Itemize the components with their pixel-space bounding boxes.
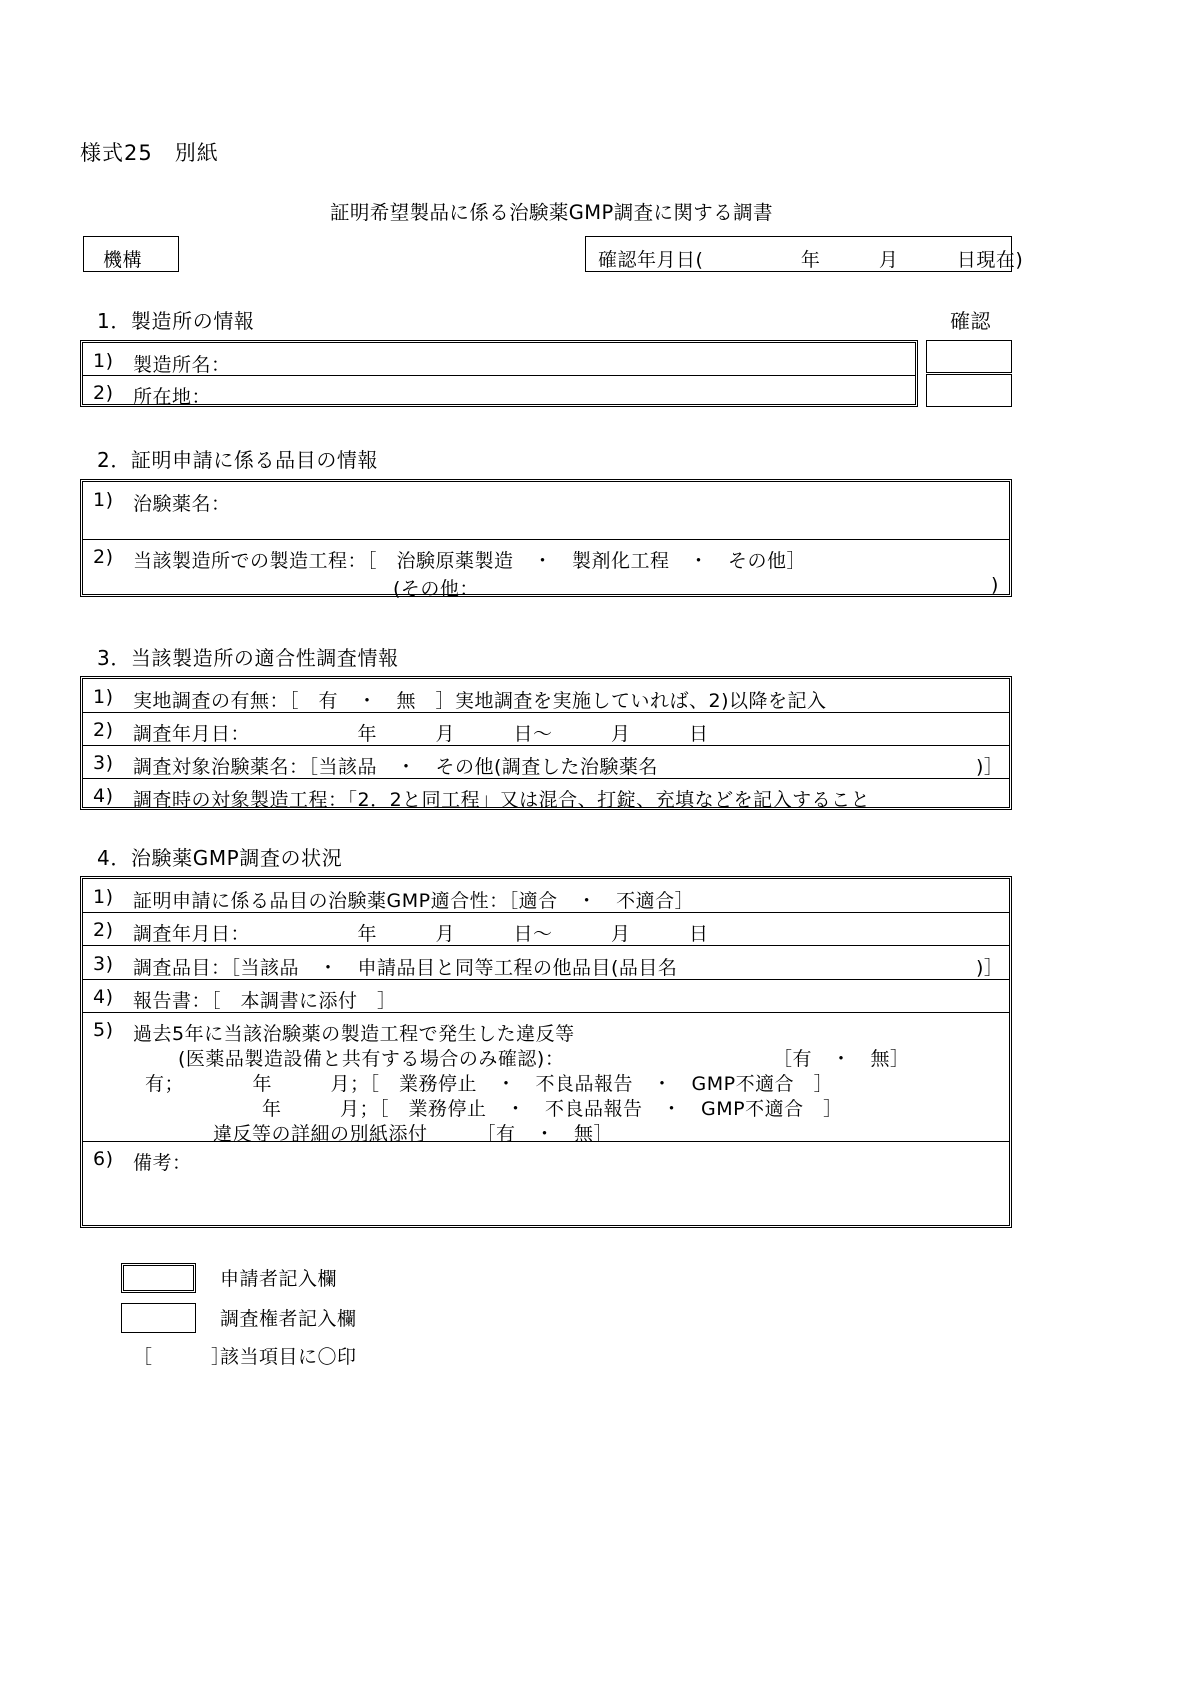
section-3-row-0-no: 1) [93, 686, 114, 708]
section-3-row-1-no: 2) [93, 719, 114, 741]
section-1-row-0-no: 1) [93, 350, 114, 372]
section-3-row-2-label[interactable]: 調査対象治験薬名：［当該品 ・ その他(調査した治験薬名 [133, 756, 658, 778]
section-2-row-1-no: 2) [93, 546, 114, 568]
section-4-row-2-no: 3) [93, 953, 114, 975]
section-3-row-3-no: 4) [93, 785, 114, 807]
section-2-heading: 2．証明申請に係る品目の情報 [97, 448, 379, 472]
section-4-row-0-no: 1) [93, 886, 114, 908]
section-4-row-2-label[interactable]: 調査品目：［当該品 ・ 申請品目と同等工程の他品目(品目名 [133, 957, 678, 979]
org-box-label: 機構 [103, 249, 143, 271]
section-4-row-5-label[interactable]: 備考： [133, 1152, 192, 1174]
section-1-row-1-no: 2) [93, 382, 114, 404]
section-2-row-1-label[interactable]: 当該製造所での製造工程：［ 治験原薬製造 ・ 製剤化工程 ・ その他］ [133, 550, 807, 572]
section-2-row-0-no: 1) [93, 489, 114, 511]
form-number: 様式25 別紙 [80, 141, 219, 165]
section-4-row-4-line-3[interactable]: 違反等の詳細の別紙添付 ［有 ・ 無］ [213, 1123, 614, 1145]
section-3-row-0-label[interactable]: 実地調査の有無：［ 有 ・ 無 ］実地調査を実施していれば、2)以降を記入 [133, 690, 827, 712]
document-title: 証明希望製品に係る治験薬GMP調査に関する調書 [330, 201, 773, 224]
section-1-row-1-label[interactable]: 所在地： [133, 386, 212, 408]
section-4-row-1-no: 2) [93, 919, 114, 941]
section-4-row-1-label[interactable]: 調査年月日： 年 月 日〜 月 日 [133, 923, 709, 945]
section-2-row-1-sub-label[interactable]: (その他： [393, 578, 479, 600]
section-4-row-0-label[interactable]: 証明申請に係る品目の治験薬GMP適合性：［適合 ・ 不適合］ [133, 890, 695, 912]
section-4-table [80, 876, 1012, 1228]
legend-bracket-swatch: ［ ］ [133, 1346, 231, 1368]
confirm-column-header: 確認 [950, 309, 991, 333]
legend-bracket-label: 該当項目に〇印 [220, 1346, 357, 1368]
section-1-table [80, 340, 918, 407]
confirm-date-label: 確認年月日( 年 月 日現在) [598, 249, 1024, 271]
section-2-row-0-label[interactable]: 治験薬名： [133, 493, 231, 515]
section-4-row-4-line-2[interactable]: 年 月；［ 業務停止 ・ 不良品報告 ・ GMP不適合 ］ [145, 1098, 843, 1120]
legend-applicant-label: 申請者記入欄 [220, 1268, 338, 1290]
section-4-heading: 4．治験薬GMP調査の状況 [97, 846, 343, 870]
confirm-date-box[interactable] [585, 236, 1024, 272]
section-3-row-1-label[interactable]: 調査年月日： 年 月 日〜 月 日 [133, 723, 709, 745]
section-4-row-4-line-1[interactable]: 有； 年 月；［ 業務停止 ・ 不良品報告 ・ GMP不適合 ］ [145, 1073, 834, 1095]
section-4-row-3-label[interactable]: 報告書：［ 本調書に添付 ］ [133, 990, 397, 1012]
section-3-table [80, 676, 1012, 810]
confirm-check-box-2[interactable] [926, 374, 1012, 407]
section-4-row-3-no: 4) [93, 986, 114, 1008]
section-3-row-3-label[interactable]: 調査時の対象製造工程：「2．2と同工程」又は混合、打錠、充填などを記入すること [133, 789, 871, 811]
section-2-table [80, 479, 1012, 600]
section-4-row-4-inline-choice[interactable]: ［有 ・ 無］ [773, 1048, 910, 1070]
section-4-row-5-no: 6) [93, 1148, 114, 1170]
section-4-row-4-line-0[interactable]: (医薬品製造設備と共有する場合のみ確認)： [178, 1048, 565, 1070]
section-1-heading: 1．製造所の情報 [97, 309, 255, 333]
confirm-check-box-1[interactable] [926, 340, 1012, 373]
section-2-row-1-sub-close: ) [991, 574, 999, 596]
section-1-row-0-label[interactable]: 製造所名： [133, 354, 231, 376]
divider [83, 539, 1009, 540]
legend-investigator-swatch [121, 1303, 196, 1333]
section-4-row-4-label[interactable]: 過去5年に当該治験薬の製造工程で発生した違反等 [133, 1023, 575, 1045]
org-box[interactable] [83, 236, 179, 272]
section-3-row-2-close: )］ [976, 756, 1004, 778]
section-4-row-2-close: )］ [976, 957, 1004, 979]
legend-applicant-swatch [121, 1263, 196, 1293]
legend-investigator-label: 調査権者記入欄 [220, 1308, 357, 1330]
section-3-heading: 3．当該製造所の適合性調査情報 [97, 646, 399, 670]
section-3-row-2-no: 3) [93, 752, 114, 774]
section-4-row-4-no: 5) [93, 1019, 114, 1041]
